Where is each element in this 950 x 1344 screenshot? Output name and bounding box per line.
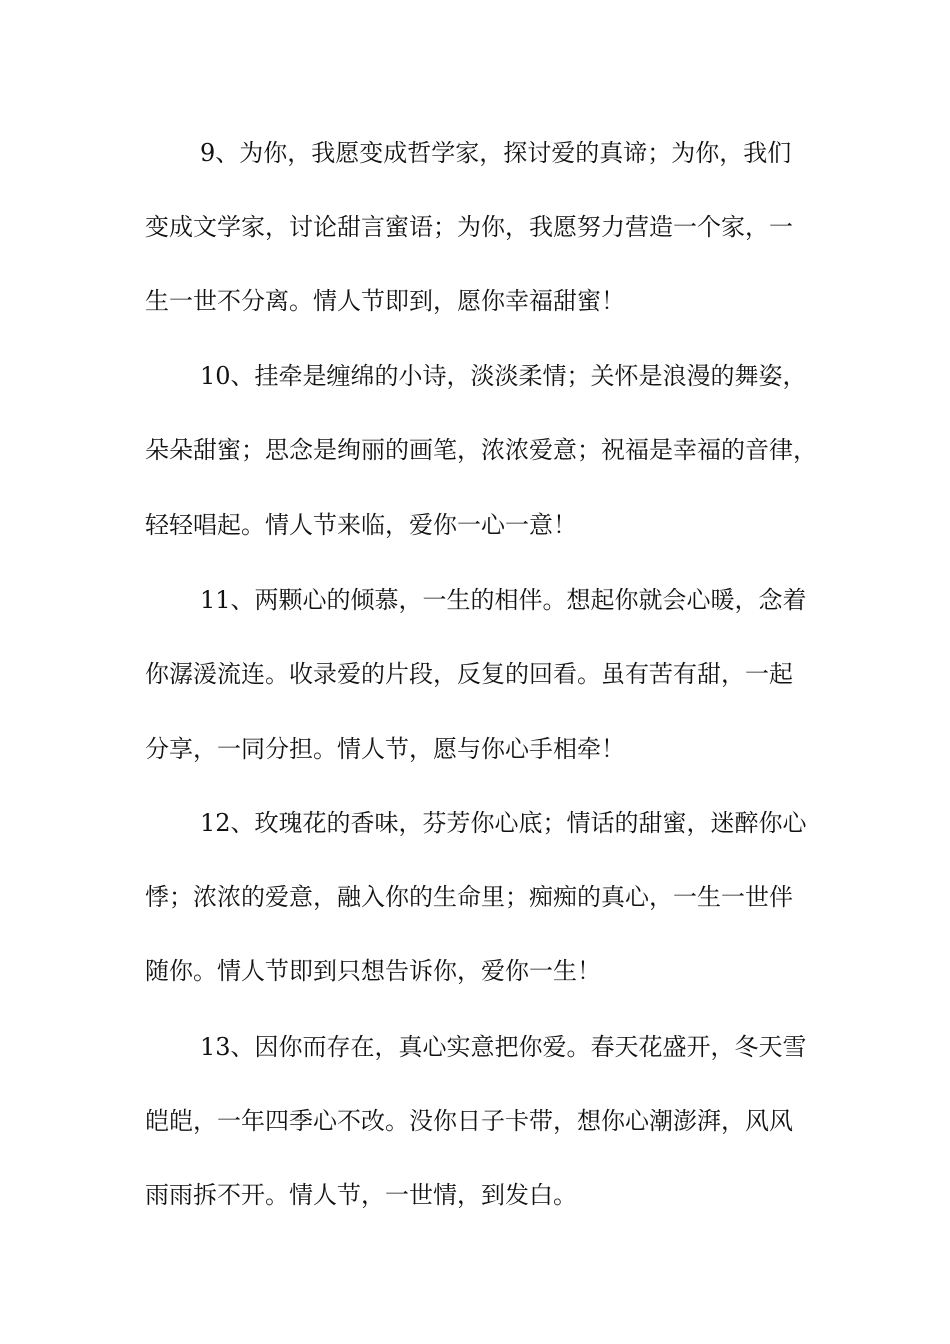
paragraph-11-line-3: 分享，一同分担。情人节，愿与你心手相牵！ (145, 735, 625, 763)
paragraph-11-line-2: 你潺湲流连。收录爱的片段，反复的回看。虽有苦有甜，一起 (145, 660, 793, 688)
paragraph-10-line-2: 朵朵甜蜜；思念是绚丽的画笔，浓浓爱意；祝福是幸福的音律， (145, 436, 817, 464)
paragraph-10-line-3: 轻轻唱起。情人节来临，爱你一心一意！ (145, 511, 577, 539)
paragraph-9-line-1: 9、为你，我愿变成哲学家，探讨爱的真谛；为你，我们 (200, 139, 792, 167)
paragraph-9-line-3: 生一世不分离。情人节即到，愿你幸福甜蜜！ (145, 287, 625, 315)
paragraph-13-line-3: 雨雨拆不开。情人节，一世情，到发白。 (145, 1181, 577, 1209)
paragraph-13-line-1: 13、因你而存在，真心实意把你爱。春天花盛开，冬天雪 (200, 1033, 807, 1061)
paragraph-13-line-2: 皑皑，一年四季心不改。没你日子卡带，想你心潮澎湃，风风 (145, 1107, 793, 1135)
paragraph-9-line-2: 变成文学家，讨论甜言蜜语；为你，我愿努力营造一个家，一 (145, 213, 793, 241)
paragraph-12-line-3: 随你。情人节即到只想告诉你，爱你一生！ (145, 957, 601, 985)
paragraph-11-line-1: 11、两颗心的倾慕，一生的相伴。想起你就会心暖，念着 (200, 586, 807, 614)
paragraph-10-line-1: 10、挂牵是缠绵的小诗，淡淡柔情；关怀是浪漫的舞姿， (200, 362, 807, 390)
paragraph-12-line-2: 悸；浓浓的爱意，融入你的生命里；痴痴的真心，一生一世伴 (145, 883, 793, 911)
paragraph-12-line-1: 12、玫瑰花的香味，芬芳你心底；情话的甜蜜，迷醉你心 (200, 809, 807, 837)
